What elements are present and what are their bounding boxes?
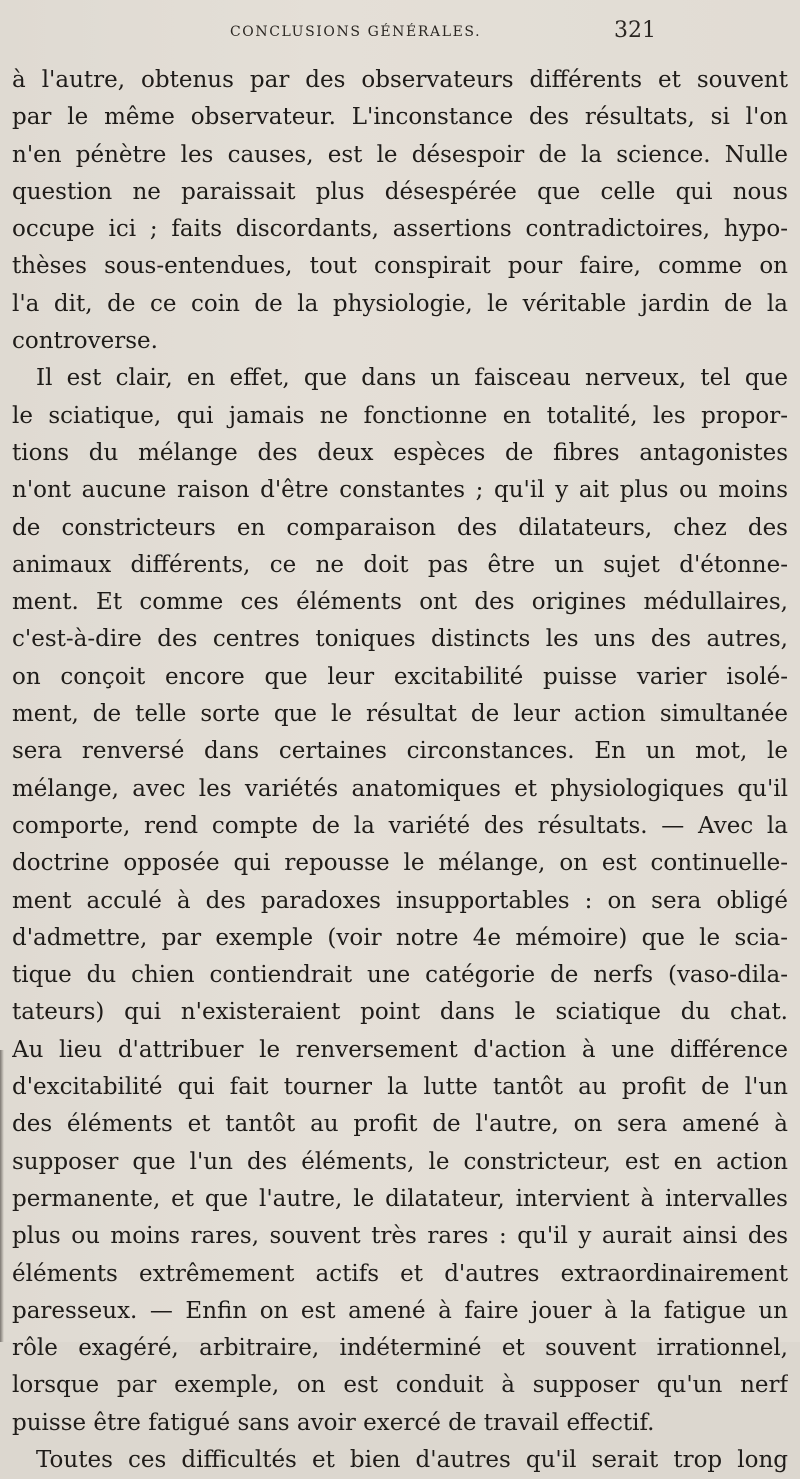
text-line: mélange, avec les variétés anatomiques et physiologiques qu'il — [12, 775, 788, 802]
text-line: à l'autre, obtenus par des observateurs différents et souvent — [12, 67, 788, 93]
text-line: l'a dit, de ce coin de la physiologie, le véritable jardin de la — [12, 290, 788, 317]
text-line: supposer que l'un des éléments, le constricteur, est en action — [12, 1148, 788, 1175]
text-line: Toutes ces difficultés et bien d'autres qu'il serait trop long — [36, 1446, 788, 1473]
text-line: controverse. — [12, 328, 158, 355]
text-line: doctrine opposée qui repousse le mélange, on est continuelle- — [12, 850, 788, 877]
text-line: éléments extrêmement actifs et d'autres extraordinairement — [12, 1260, 788, 1287]
text-line: Au lieu d'attribuer le renversement d'action à une différence — [12, 1036, 788, 1063]
text-line: comporte, rend compte de la variété des résultats. — Avec la — [12, 812, 788, 839]
text-line: occupe ici ; faits discordants, assertions contradictoires, hypo- — [12, 216, 788, 243]
text-line: tique du chien contiendrait une catégorie de nerfs (vaso-dila- — [12, 962, 788, 989]
text-line: plus ou moins rares, souvent très rares : qu'il y aurait ainsi des — [12, 1223, 788, 1250]
text-line: animaux différents, ce ne doit pas être un sujet d'étonne- — [12, 551, 788, 578]
text-line: ment, de telle sorte que le résultat de leur action simultanée — [12, 701, 788, 728]
text-line: n'en pénètre les causes, est le désespoir de la science. Nulle — [12, 141, 788, 168]
text-line: thèses sous-entendues, tout conspirait pour faire, comme on — [12, 253, 788, 280]
page-edge-shadow — [0, 1050, 4, 1342]
text-line: d'admettre, par exemple (voir notre 4e mémoire) que le scia- — [12, 924, 788, 951]
text-line: question ne paraissait plus désespérée que celle qui nous — [12, 178, 788, 205]
text-line: de constricteurs en comparaison des dilatateurs, chez des — [12, 514, 788, 541]
text-line: paresseux. — Enfin on est amené à faire jouer à la fatigue un — [12, 1297, 788, 1324]
text-line: n'ont aucune raison d'être constantes ; qu'il y ait plus ou moins — [12, 477, 788, 504]
text-line: sera renversé dans certaines circonstances. En un mot, le — [12, 738, 788, 765]
text-line: tateurs) qui n'existeraient point dans le sciatique du chat. — [12, 999, 788, 1026]
text-line: on conçoit encore que leur excitabilité puisse varier isolé- — [12, 663, 788, 690]
running-head — [0, 18, 800, 46]
text-line: rôle exagéré, arbitraire, indéterminé et souvent irrationnel, — [12, 1335, 788, 1362]
text-line: le sciatique, qui jamais ne fonctionne en totalité, les propor- — [12, 402, 788, 429]
text-line: des éléments et tantôt au profit de l'autre, on sera amené à — [12, 1111, 788, 1138]
text-line: ment acculé à des paradoxes insupportables : on sera obligé — [12, 887, 788, 914]
text-line: lorsque par exemple, on est conduit à supposer qu'un nerf — [12, 1372, 788, 1399]
page-number: 321 — [614, 18, 656, 43]
text-line: d'excitabilité qui fait tourner la lutte tantôt au profit de l'un — [12, 1074, 788, 1101]
text-line: tions du mélange des deux espèces de fibres antagonistes — [12, 439, 788, 466]
text-line: permanente, et que l'autre, le dilatateur, intervient à intervalles — [12, 1185, 788, 1212]
text-line: Il est clair, en effet, que dans un faisceau nerveux, tel que — [36, 365, 788, 392]
running-title: CONCLUSIONS GÉNÉRALES. — [230, 24, 482, 40]
text-line: puisse être fatigué sans avoir exercé de travail effectif. — [12, 1409, 655, 1436]
text-line: ment. Et comme ces éléments ont des origines médullaires, — [12, 589, 788, 616]
body-text — [12, 62, 788, 1479]
text-line: c'est-à-dire des centres toniques distincts les uns des autres, — [12, 626, 788, 653]
text-line: par le même observateur. L'inconstance des résultats, si l'on — [12, 104, 788, 131]
